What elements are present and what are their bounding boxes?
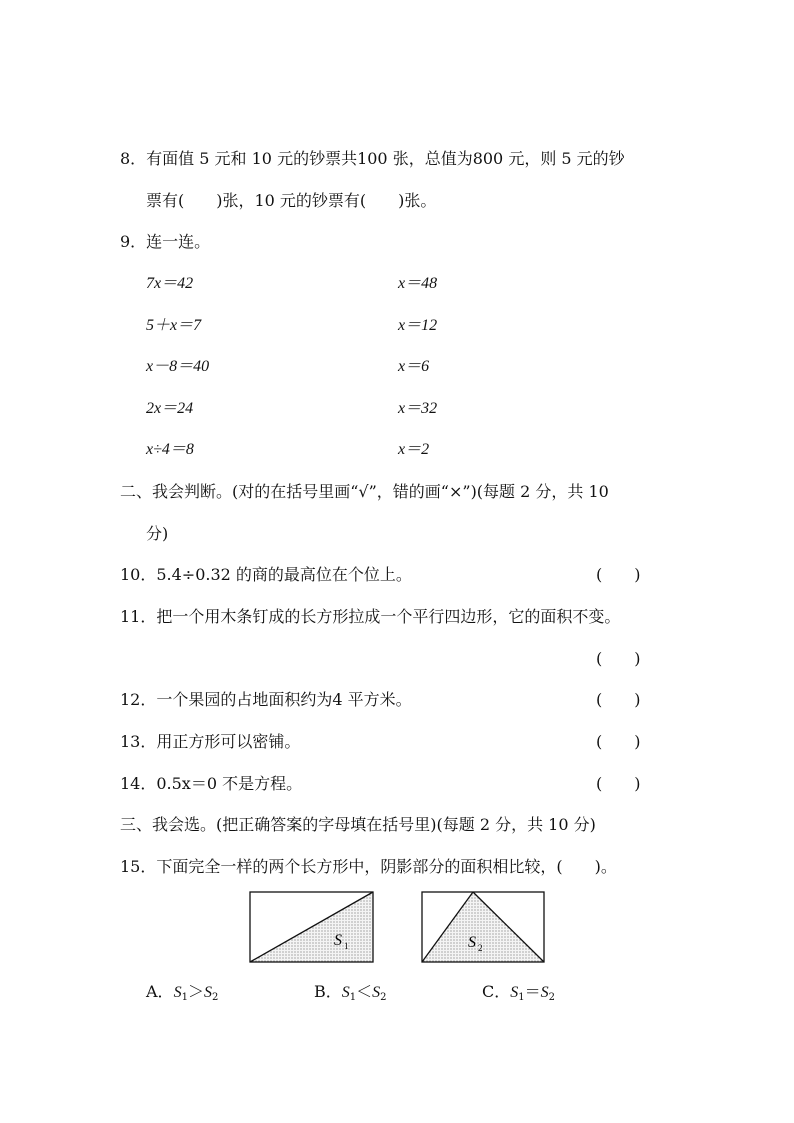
question-15: 15．下面完全一样的两个长方形中，阴影部分的面积相比较，( )。 bbox=[120, 857, 617, 876]
rectangle-1 bbox=[250, 892, 373, 962]
match-left-item[interactable]: x÷4＝8 bbox=[146, 441, 194, 458]
question-12: 12．一个果园的占地面积约为4 平方米。 bbox=[120, 690, 412, 709]
match-left-item[interactable]: 2x＝24 bbox=[146, 400, 194, 417]
answer-paren-12[interactable]: ( ) bbox=[596, 690, 641, 709]
question-9-title: 9．连一连。 bbox=[120, 232, 211, 251]
question-8-line-1: 8．有面值 5 元和 10 元的钞票共100 张，总值为800 元，则 5 元的钞 bbox=[120, 149, 625, 168]
answer-paren-11[interactable]: ( ) bbox=[596, 649, 641, 668]
rectangle-2 bbox=[422, 892, 544, 962]
match-right-item[interactable]: x＝2 bbox=[398, 441, 430, 458]
option-a[interactable]: A．$S_1>S_2$ bbox=[146, 982, 219, 1003]
section-2-heading: 二、我会判断。(对的在括号里画“√”，错的画“×”)(每题 2 分，共 10 bbox=[120, 482, 609, 501]
match-left-item[interactable]: x－8＝40 bbox=[146, 358, 210, 375]
match-right-item[interactable]: x＝12 bbox=[398, 317, 438, 334]
label-s1-sub: 1 bbox=[344, 941, 349, 951]
question-8-line-2: 票有( )张，10 元的钞票有( )张。 bbox=[146, 191, 437, 210]
question-11: 11．把一个用木条钉成的长方形拉成一个平行四边形，它的面积不变。 bbox=[120, 607, 621, 626]
answer-paren-10[interactable]: ( ) bbox=[596, 565, 641, 584]
label-s2: S bbox=[468, 934, 476, 951]
label-s2-sub: 2 bbox=[478, 943, 483, 953]
rectangles-figure bbox=[240, 888, 794, 978]
section-2-heading-cont: 分) bbox=[146, 524, 169, 543]
section-3-heading: 三、我会选。(把正确答案的字母填在括号里)(每题 2 分，共 10 分) bbox=[120, 815, 596, 834]
match-right-item[interactable]: x＝48 bbox=[398, 275, 438, 292]
label-s1: S bbox=[334, 932, 342, 949]
answer-paren-14[interactable]: ( ) bbox=[596, 774, 641, 793]
match-right-item[interactable]: x＝6 bbox=[398, 358, 430, 375]
option-b[interactable]: B．$S_1<S_2$ bbox=[314, 982, 387, 1003]
question-13: 13．用正方形可以密铺。 bbox=[120, 732, 301, 751]
match-left-item[interactable]: 7x＝42 bbox=[146, 275, 194, 292]
option-c[interactable]: C．$S_1=S_2$ bbox=[482, 982, 556, 1003]
answer-paren-13[interactable]: ( ) bbox=[596, 732, 641, 751]
question-14: 14．0.5x＝0 不是方程。 bbox=[120, 774, 303, 793]
question-10: 10．5.4÷0.32 的商的最高位在个位上。 bbox=[120, 565, 412, 584]
match-right-item[interactable]: x＝32 bbox=[398, 400, 438, 417]
match-left-item[interactable]: 5＋x＝7 bbox=[146, 317, 202, 334]
